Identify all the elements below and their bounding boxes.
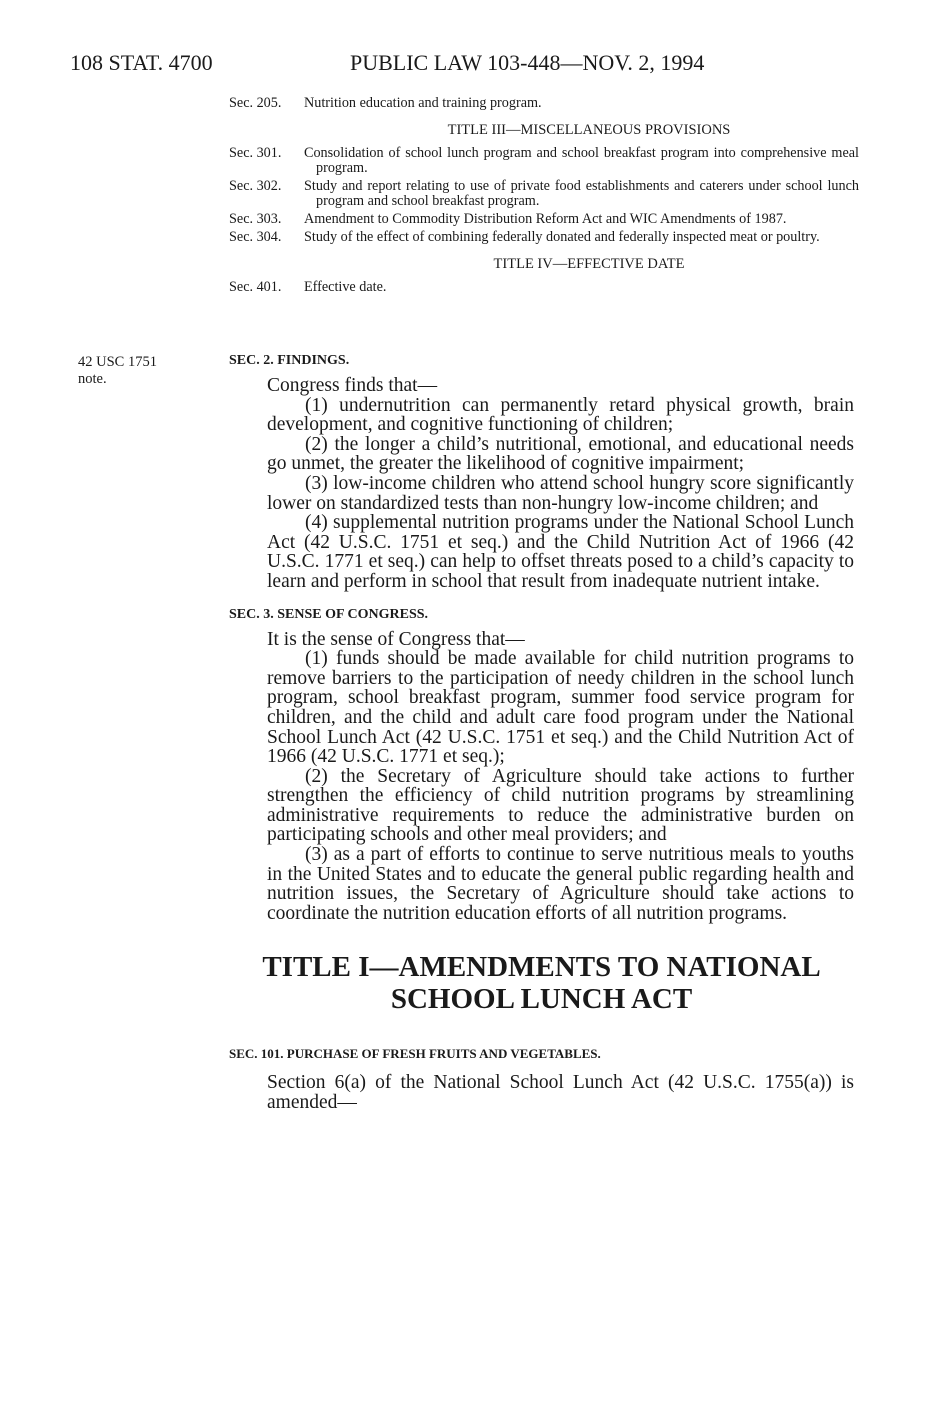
toc-entry-number: Sec. 205. [229,95,282,111]
margin-note-line: note. [78,371,107,387]
toc-entry-text: Nutrition education and training program. [304,95,542,111]
page-header [0,50,939,80]
toc-entry-number: Sec. 304. [229,229,282,245]
table-of-contents [229,96,859,295]
section-2-heading: SEC. 2. FINDINGS. [229,353,350,368]
toc-entry [229,146,859,176]
toc-title-iv: TITLE IV—EFFECTIVE DATE [493,256,685,272]
toc-entry-number: Sec. 303. [229,211,282,227]
margin-note-line: 42 USC 1751 [78,354,157,370]
title-i-heading [229,951,854,1015]
toc-entry [229,179,859,209]
toc-entry-number: Sec. 302. [229,178,282,194]
section-2-intro: Congress finds that— [267,375,438,396]
document-body [229,352,854,1113]
toc-entry-text: Effective date. [304,279,387,295]
title-i-line: TITLE I—AMENDMENTS TO NATIONAL [262,951,821,984]
toc-entry-number: Sec. 301. [229,145,282,161]
section-3-paragraph: (1) funds should be made available for child nutrition programs to remove barriers to the participation of needy children in the school lunch program, school breakfast program, summer food service program for children, and the child and adult care food program under the National School Lunch Act (42 U.S.C. 1751 et seq.) and the Child Nutrition Act of 1966 (42 U.S.C. 1771 et seq.); [267,648,854,768]
title-i-line: SCHOOL LUNCH ACT [390,983,693,1016]
section-2-paragraph: (1) undernutrition can permanently retard physical growth, brain development, and cognitive functioning of children; [267,394,854,436]
toc-entry [229,230,859,245]
margin-citation-note [78,354,208,388]
page-reference: 108 STAT. 4700 [70,50,213,75]
law-title: PUBLIC LAW 103-448—NOV. 2, 1994 [350,50,705,75]
toc-entry [229,212,859,227]
toc-entry-text: Amendment to Commodity Distribution Reform Act and WIC Amendments of 1987. [304,211,787,227]
section-3-intro: It is the sense of Congress that— [267,628,525,650]
toc-entry [229,96,859,111]
section-2-paragraph: (2) the longer a child’s nutritional, emotional, and educational needs go unmet, the greater the likelihood of cognitive impairment; [267,433,854,475]
toc-entry-text: Study of the effect of combining federally donated and federally inspected meat or poultry. [304,229,820,245]
toc-entry-text: Consolidation of school lunch program and school breakfast program into comprehensive meal program. [304,145,859,176]
section-2-paragraph: (4) supplemental nutrition programs under the National School Lunch Act (42 U.S.C. 1751 et seq.) and the Child Nutrition Act of 1966 (42 U.S.C. 1771 et seq.) can help to offset threats posed to a child’s capacity to learn and perform in school that result from inadequate nutrient intake. [267,512,854,592]
section-101-text: Section 6(a) of the National School Lunch Act (42 U.S.C. 1755(a)) is amended— [267,1072,854,1114]
section-3-paragraph: (2) the Secretary of Agriculture should take actions to further strengthen the efficiency of child nutrition programs by streamlining administrative requirements to reduce the administrative burden on participating schools and other meal providers; and [267,765,854,846]
section-101-heading: SEC. 101. PURCHASE OF FRESH FRUITS AND VEGETABLES. [229,1046,601,1062]
toc-entry [229,280,859,295]
section-3-heading: SEC. 3. SENSE OF CONGRESS. [229,606,429,622]
section-2-paragraph: (3) low-income children who attend school hungry score significantly lower on standardized tests than non-hungry low-income children; and [267,472,854,514]
toc-entry-number: Sec. 401. [229,279,282,295]
section-3-paragraph: (3) as a part of efforts to continue to serve nutritious meals to youths in the United States and to educate the general public regarding health and nutrition issues, the Secretary of Agriculture should take actions to coordinate the nutrition education efforts of all nutrition programs. [267,844,854,924]
toc-title-iii: TITLE III—MISCELLANEOUS PROVISIONS [447,122,731,138]
toc-entry-text: Study and report relating to use of private food establishments and caterers under school lunch program and school breakfast program. [304,178,859,209]
